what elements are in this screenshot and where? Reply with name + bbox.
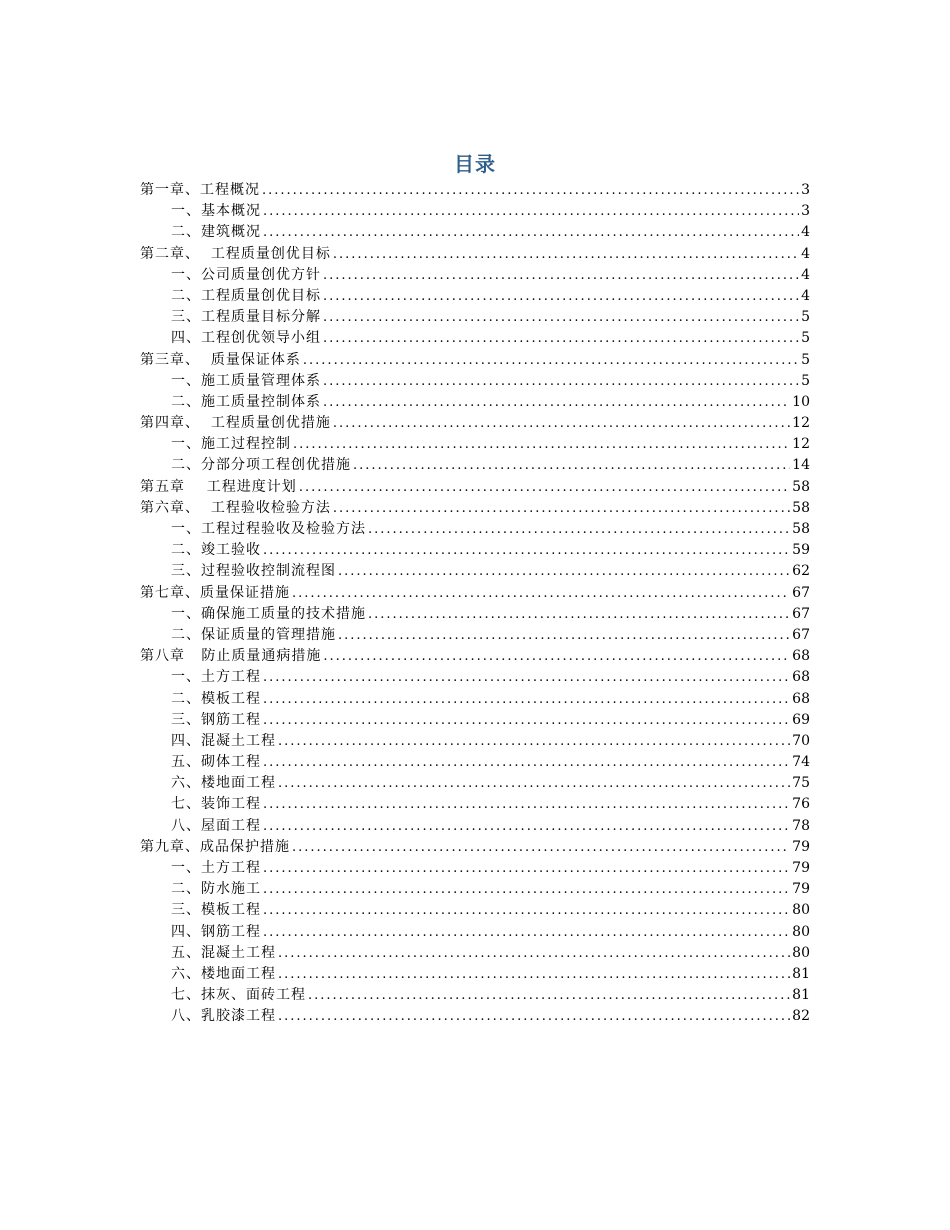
toc-page-number: 69	[792, 711, 810, 728]
toc-dot-leader	[263, 710, 790, 731]
toc-entry-text: 第五章 工程进度计划	[140, 478, 297, 495]
toc-dot-leader	[263, 540, 790, 561]
toc-dot-leader	[292, 583, 790, 604]
toc-chapter-entry[interactable]	[140, 477, 810, 498]
toc-entry-text: 二、竣工验收	[171, 542, 261, 559]
toc-page-number: 79	[792, 860, 810, 876]
toc-section-entry[interactable]	[140, 794, 810, 815]
toc-dot-leader	[323, 371, 799, 392]
toc-page-number: 5	[801, 309, 810, 326]
toc-dot-leader	[368, 519, 790, 540]
toc-dot-leader	[338, 561, 790, 582]
toc-section-entry[interactable]	[140, 371, 810, 392]
toc-section-entry[interactable]	[140, 985, 810, 1006]
toc-entry-text: 七、装饰工程	[171, 796, 261, 813]
toc-dot-leader	[368, 604, 790, 625]
toc-entry-text: 三、过程验收控制流程图	[171, 563, 336, 580]
toc-entry-text: 一、公司质量创优方针	[171, 266, 321, 283]
toc-entry-text: 一、土方工程	[171, 669, 261, 686]
toc-page-number: 58	[792, 521, 810, 537]
toc-page-number: 81	[792, 965, 810, 982]
toc-section-entry[interactable]	[140, 519, 810, 540]
toc-entry-text: 四、混凝土工程	[171, 732, 276, 749]
toc-section-entry[interactable]	[140, 710, 810, 731]
toc-page-number: 58	[792, 478, 810, 495]
toc-page-number: 14	[792, 457, 810, 474]
toc-section-entry[interactable]	[140, 434, 810, 455]
toc-dot-leader	[353, 455, 790, 476]
toc-page-number: 82	[792, 1008, 810, 1025]
toc-dot-leader	[293, 434, 790, 455]
toc-section-entry[interactable]	[140, 561, 810, 582]
toc-page-number: 74	[792, 754, 810, 771]
toc-section-entry[interactable]	[140, 964, 810, 985]
toc-dot-leader	[263, 858, 790, 879]
toc-entry-text: 八、屋面工程	[171, 817, 261, 834]
toc-page-number: 3	[801, 182, 810, 198]
toc-dot-leader	[262, 180, 799, 201]
toc-page-number: 80	[792, 902, 810, 919]
toc-section-entry[interactable]	[140, 286, 810, 307]
toc-entry-text: 八、乳胶漆工程	[171, 1008, 276, 1025]
toc-dot-leader	[333, 498, 790, 519]
toc-page-number: 62	[792, 563, 810, 580]
toc-entry-text: 三、钢筋工程	[171, 711, 261, 728]
toc-entry-text: 一、土方工程	[171, 860, 261, 876]
toc-page-number: 5	[801, 351, 810, 368]
toc-section-entry[interactable]	[140, 731, 810, 752]
toc-page-number: 80	[792, 923, 810, 940]
toc-section-entry[interactable]	[140, 816, 810, 837]
toc-page-number: 68	[792, 690, 810, 707]
toc-entry-text: 第八章 防止质量通病措施	[140, 648, 322, 665]
toc-section-entry[interactable]	[140, 858, 810, 879]
toc-page-number: 79	[792, 881, 810, 898]
toc-chapter-entry[interactable]	[140, 646, 810, 667]
toc-entry-text: 第六章、 工程验收检验方法	[140, 499, 331, 516]
toc-entry-text: 一、施工过程控制	[171, 436, 291, 453]
toc-chapter-entry[interactable]	[140, 180, 810, 201]
toc-chapter-entry[interactable]	[140, 413, 810, 434]
toc-dot-leader	[308, 985, 790, 1006]
toc-entry-text: 五、混凝土工程	[171, 944, 276, 961]
toc-entry-text: 二、工程质量创优目标	[171, 287, 321, 304]
toc-entry-text: 七、抹灰、面砖工程	[171, 987, 306, 1004]
toc-page-number: 12	[792, 436, 810, 453]
toc-dot-leader	[323, 328, 799, 349]
toc-entry-text: 第三章、 质量保证体系	[140, 351, 301, 368]
toc-page-number: 68	[792, 669, 810, 686]
toc-section-entry[interactable]	[140, 307, 810, 328]
toc-page-number: 68	[792, 648, 810, 665]
toc-dot-leader	[323, 265, 799, 286]
toc-chapter-entry[interactable]	[140, 583, 810, 604]
toc-entry-text: 四、钢筋工程	[171, 923, 261, 940]
toc-entry-text: 三、模板工程	[171, 902, 261, 919]
toc-section-entry[interactable]	[140, 689, 810, 710]
toc-page-number: 81	[792, 987, 810, 1004]
page-title: 目录	[454, 152, 496, 176]
toc-dot-leader	[323, 392, 790, 413]
toc-page-number: 67	[792, 605, 810, 622]
toc-entry-text: 二、模板工程	[171, 690, 261, 707]
toc-dot-leader	[278, 964, 790, 985]
toc-dot-leader	[263, 794, 790, 815]
toc-entry-text: 六、楼地面工程	[171, 965, 276, 982]
toc-entry-text: 二、分部分项工程创优措施	[171, 457, 351, 474]
toc-entry-text: 一、基本概况	[171, 203, 261, 220]
toc-section-entry[interactable]	[140, 922, 810, 943]
toc-page-number: 4	[801, 245, 810, 262]
toc-dot-leader	[263, 689, 790, 710]
table-of-contents	[140, 180, 810, 1028]
toc-entry-text: 四、工程创优领导小组	[171, 330, 321, 347]
toc-dot-leader	[263, 667, 790, 688]
toc-chapter-entry[interactable]	[140, 350, 810, 371]
toc-page-number: 12	[792, 415, 810, 432]
toc-page-number: 76	[792, 796, 810, 813]
toc-section-entry[interactable]	[140, 879, 810, 900]
toc-section-entry[interactable]	[140, 604, 810, 625]
toc-dot-leader	[292, 837, 790, 858]
toc-section-entry[interactable]	[140, 222, 810, 243]
toc-section-entry[interactable]	[140, 455, 810, 476]
toc-entry-text: 二、保证质量的管理措施	[171, 626, 336, 643]
toc-dot-leader	[338, 625, 790, 646]
toc-section-entry[interactable]	[140, 625, 810, 646]
toc-entry-text: 二、施工质量控制体系	[171, 393, 321, 410]
toc-page-number: 4	[801, 287, 810, 304]
toc-dot-leader	[263, 922, 790, 943]
toc-dot-leader	[263, 816, 790, 837]
toc-page-number: 4	[801, 266, 810, 283]
toc-page-number: 4	[801, 224, 810, 241]
toc-entry-text: 一、工程过程验收及检验方法	[171, 521, 366, 537]
toc-chapter-entry[interactable]	[140, 498, 810, 519]
toc-dot-leader	[263, 222, 799, 243]
toc-entry-text: 五、砌体工程	[171, 754, 261, 771]
toc-page-number: 75	[792, 775, 810, 792]
toc-page-number: 59	[792, 542, 810, 559]
toc-section-entry[interactable]	[140, 265, 810, 286]
toc-entry-text: 二、建筑概况	[171, 224, 261, 241]
toc-section-entry[interactable]	[140, 1006, 810, 1027]
toc-dot-leader	[323, 646, 790, 667]
toc-chapter-entry[interactable]	[140, 244, 810, 265]
toc-entry-text: 第七章、质量保证措施	[140, 584, 290, 601]
toc-page-number: 67	[792, 626, 810, 643]
toc-section-entry[interactable]	[140, 201, 810, 222]
toc-page-number: 78	[792, 817, 810, 834]
toc-section-entry[interactable]	[140, 773, 810, 794]
toc-entry-text: 第九章、成品保护措施	[140, 838, 290, 855]
toc-section-entry[interactable]	[140, 752, 810, 773]
toc-dot-leader	[263, 879, 790, 900]
toc-dot-leader	[278, 1006, 790, 1027]
toc-section-entry[interactable]	[140, 540, 810, 561]
toc-dot-leader	[263, 900, 790, 921]
toc-page-number: 79	[792, 838, 810, 855]
toc-page-number: 67	[792, 584, 810, 601]
toc-page-number: 3	[801, 203, 810, 220]
toc-chapter-entry[interactable]	[140, 837, 810, 858]
toc-section-entry[interactable]	[140, 328, 810, 349]
toc-dot-leader	[263, 201, 799, 222]
toc-page-number: 5	[801, 372, 810, 389]
toc-page-number: 80	[792, 944, 810, 961]
toc-entry-text: 第二章、 工程质量创优目标	[140, 245, 331, 262]
toc-entry-text: 二、防水施工	[171, 881, 261, 898]
toc-page-number: 58	[792, 499, 810, 516]
toc-dot-leader	[323, 307, 799, 328]
toc-dot-leader	[263, 752, 790, 773]
toc-dot-leader	[278, 731, 790, 752]
toc-page-number: 10	[792, 393, 810, 410]
toc-page-number: 5	[801, 330, 810, 347]
toc-dot-leader	[278, 943, 790, 964]
toc-entry-text: 一、确保施工质量的技术措施	[171, 605, 366, 622]
toc-page-number: 70	[792, 732, 810, 749]
toc-dot-leader	[303, 350, 799, 371]
toc-dot-leader	[323, 286, 799, 307]
toc-entry-text: 三、工程质量目标分解	[171, 309, 321, 326]
toc-entry-text: 第一章、工程概况	[140, 182, 260, 198]
toc-entry-text: 一、施工质量管理体系	[171, 372, 321, 389]
toc-dot-leader	[299, 477, 790, 498]
toc-section-entry[interactable]	[140, 667, 810, 688]
toc-dot-leader	[333, 413, 790, 434]
toc-dot-leader	[278, 773, 790, 794]
toc-section-entry[interactable]	[140, 392, 810, 413]
toc-section-entry[interactable]	[140, 900, 810, 921]
toc-section-entry[interactable]	[140, 943, 810, 964]
toc-entry-text: 六、楼地面工程	[171, 775, 276, 792]
toc-entry-text: 第四章、 工程质量创优措施	[140, 415, 331, 432]
toc-dot-leader	[333, 244, 799, 265]
